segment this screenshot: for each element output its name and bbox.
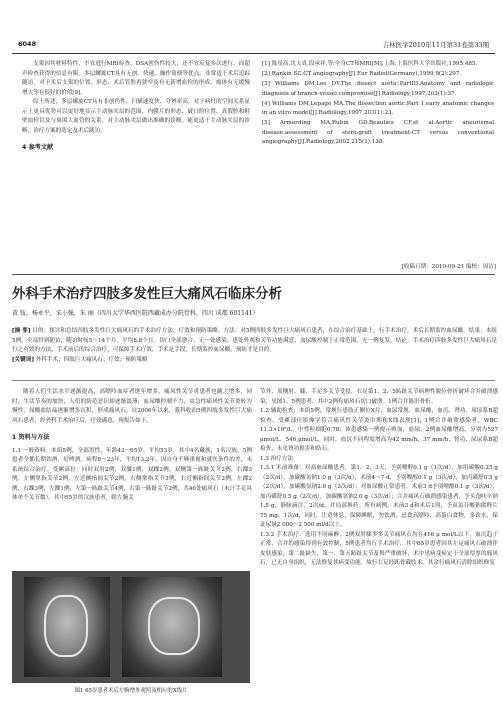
page-number: 6048: [18, 40, 37, 48]
article-divider: [12, 274, 495, 275]
reference-item: [4] Williams DM,Lepage MA.The dissection aortic.Part 1.early anatomic changes in an vitro model[J].Radiology,1997,203(1):23.: [262, 100, 494, 116]
limb-xray-image: [122, 577, 222, 677]
wrist-xray-image: [24, 577, 110, 677]
preoperative-prep-paragraph: 1.3.1 术前准备：对高血尿酸患者，第1、2、3天，予别嘌醇0.1 g（1次/d），加用碳酸0.25 g（2次/d），加碳酸氢钠1.0 g（3次/d），术前4～7 d，予别嘌醇0.1 g（3次/d），加丙磺舒0.5 g（2次/d），加碳酸氢钠2.0 g（3次/d）；对血尿酸正常患者，术前3 d予别嘌醇0.1 g（3次/d），加丙磺舒0.5 g（2次/d），加碳酸氢钠2.0 g（3次/d）；合并痛风石破溃感染患者，予头孢呋辛钠1.5 g，静脉滴注，2次/d，并局部换药；所有病例，术前3 d和术后1周，予双氯芬酸钠缓释片75 mg，1次/d，同时，注意休息，保障睡眠，勿饮酒，忌食高嘌呤、高蛋白食物，多饮水，保证尿量2 000～2 500 ml/d以上。: [260, 465, 498, 528]
figure-xray-photo: [12, 571, 250, 683]
figure-caption: 图1 65岁患者术后左腕增外观照及相应的X线片: [74, 688, 188, 694]
received-date-note: [收稿日期：2010-09-21 编校：周洁]: [401, 264, 496, 270]
treatment-heading: 1.3 治疗方法: [260, 455, 294, 462]
continued-paragraph: 节外，双侧肘、膝、手足多关节受侵，右足第1、2、5跖趾关节病理性脱位骨折破坏合并破溃感染，见图1。5例患者，其中2例有痛风石切口破溃。1例合并陈旧骨折。: [260, 389, 498, 405]
abstract-text: 目的：探讨和总结四肢多发性巨大痛风石的手术治疗方法、疗效和预防策略。方法：对5例四肢多发性巨大痛风石患者，在综合治疗基础上，行手术治疗，术后长期监控血尿酸。结果：本组5例，全部得到随访，随访时间5～14个月，平均8.8个月。切口全部愈合。无一处感染，患处外观和关节功能满意，血尿酸控制于正常范围，无一例复发。结论：手术治疗四肢多发性巨大痛风石是行之有效的方法，手术前后的综合治疗，可保障手术疗效，手术是手段，长期监控血尿酸，预防才是目的。: [12, 328, 497, 354]
general-data-paragraph: 1.1 一般资料：本组5例，全部男性，年龄43～65岁，平均53岁，其中4名藏族，1名汉族。5例患者全都长期饮酒，好啤酒。病程8～23年，平均13.2年，因自身不够重视和就医条件的差，未系统综合治疗。受累部位：同时双肘2例，双膝1例，双踝2例，双侧第一跖趾关节2例，右踝3例，左侧掌指关节2例，左近侧指间关节2例，右侧掌指关节3例，右近侧指间关节2例，左踝2例，右踝3例，左踝1例，左第一跖趾关节4例，右第一跖趾关节2例，共40处痛风石（未计手足具体单个关节数）。其中65岁的汉族患者，除左腕关: [12, 447, 252, 501]
intro-paragraph: 随着人们生活水平逐渐提高，高嘌呤血症者逐年增多，痛风性关节炎患者也随之增多，同时，生活节奏的加快，人们的防范意识却逐渐淡薄，血尿酸控制不力，由急性痛风性关节炎转为慢性，尿酸盐结晶逐渐增多沉积，形成痛风石。自2006年以来，我科收治5例四肢多发性巨大痛风石患者，经外科手术治疗后，疗效满意，现报告如下。: [12, 389, 252, 424]
references-heading: 4 参考文献: [22, 144, 54, 151]
previous-article-paragraph: 支架因其材料特性，不宜进行MRI检查，DSA创伤性较大，还不宜反复多次进行。而超声检查获得的信息有限。多层螺旋CT具有无创、快速、操作简便等优点，非常适于术后追踪随访，对于术后支架的位置、形态、术后管腔再狭窄及有无新增血栓的形成、瘤体有无缓慢增大等有很好的价值[9]。: [22, 61, 250, 96]
header-rule: [12, 53, 495, 54]
reference-item: [2] Rankin SC.CT angiography[J].Eur Radiol(Germany),1999,9(2):297.: [262, 71, 462, 77]
reference-item: [3] Williams DM,Lee DY.The dissect aortic:PartIII.Anatomy and radiologic diagnosis of branch-vessel compromise[J].Radiology,1997,203(1):37.: [262, 81, 494, 97]
references-list: [262, 60, 494, 148]
journal-issue: 吉林医学2010年11月第31卷第33期: [382, 41, 489, 49]
page-header: [12, 40, 493, 52]
abstract-label: [摘 要]: [12, 328, 31, 334]
surgical-treatment-paragraph: 1.3.2 手术治疗：选用不同麻醉，2例双肘膝多多关节痛风石均在416 μ mol/L以下，血沉趋于正常，合并的感染得到有效控制，5例患者均行手术治疗，其中65岁患者因其左足痛风石破溃伴皮肤感染，第二趾缺失，第一、第五跖趾关节及拇严重破坏，术中见病变瘀定于全部厚厚的痛风石，已无自身组织，无法修复其病变功能，故行右足经跖骨截肢术，其余行痛风石清除组织修复: [260, 531, 498, 566]
reference-item: [5] Armerding MA,Rubin GD,Beaulieu CF,et al.Aortic aneurismal disease:assessment of stent-graft treatment-CT versus conventional angiography[J].Radiology,2002,215(1):138.: [262, 120, 494, 145]
keywords-text: 外科手术；四肢巨大痛风石；疗效；预防策略: [35, 356, 148, 363]
auxiliary-exam-paragraph: 1.2 辅助检查：本组5例，常规行患肢正侧位X片，血尿常规、血尿酸，血沉、肾功、尿尿系B超检查，受累部位影像学符合痛风性关节炎中期和X线表现[1]；1例合并破溃感染者，WBC 11.3×10⁹/L，中性粒细胞0.78；该患感染一例提示败血，血尿：2例血尿酸增高，分别为527 μmol/L、546 μmol/L，同时，血沉不同程度增高为42 mm/h、37 mm/h；肾功，尿尿系B超检查，未见肾功损害和结石。: [260, 408, 498, 452]
abstract-rule: [12, 380, 495, 381]
article-abstract: [12, 327, 497, 365]
section-heading: 1 资料与方法: [12, 434, 50, 441]
article-title: 外科手术治疗四肢多发性巨大痛风石临床分析: [12, 286, 282, 302]
previous-article-left-column: [22, 60, 250, 157]
keywords-label: [关键词]: [12, 356, 34, 363]
reference-item: [1] 陈星高,沈天真,段承祥,等.全身CT和MRI[M].上海:上海医科大学出版社,1995:485.: [262, 61, 478, 67]
body-left-column: [12, 388, 252, 504]
article-authors: 黄 铵，杨永平，宋小强，朱 丽（四川大学华西医院西藏成办分院骨科，四川 成都 601141）: [12, 310, 259, 317]
body-right-column: [260, 388, 498, 569]
previous-article-paragraph: 综上所述，多层螺旋CT具有非创伤性、扫描速度快、分辨率高，对于病灶的空间关系显示上更具优势可以更好地显示主动脉夹层的范围、内膜片的形态、破口的位置、真假腔和附壁血栓以及与周围大血管的关系，对主动脉夹层做出准确的诊断。能更适于主动脉夹层的诊断、治疗方案的选定及术后随访。: [22, 99, 250, 134]
